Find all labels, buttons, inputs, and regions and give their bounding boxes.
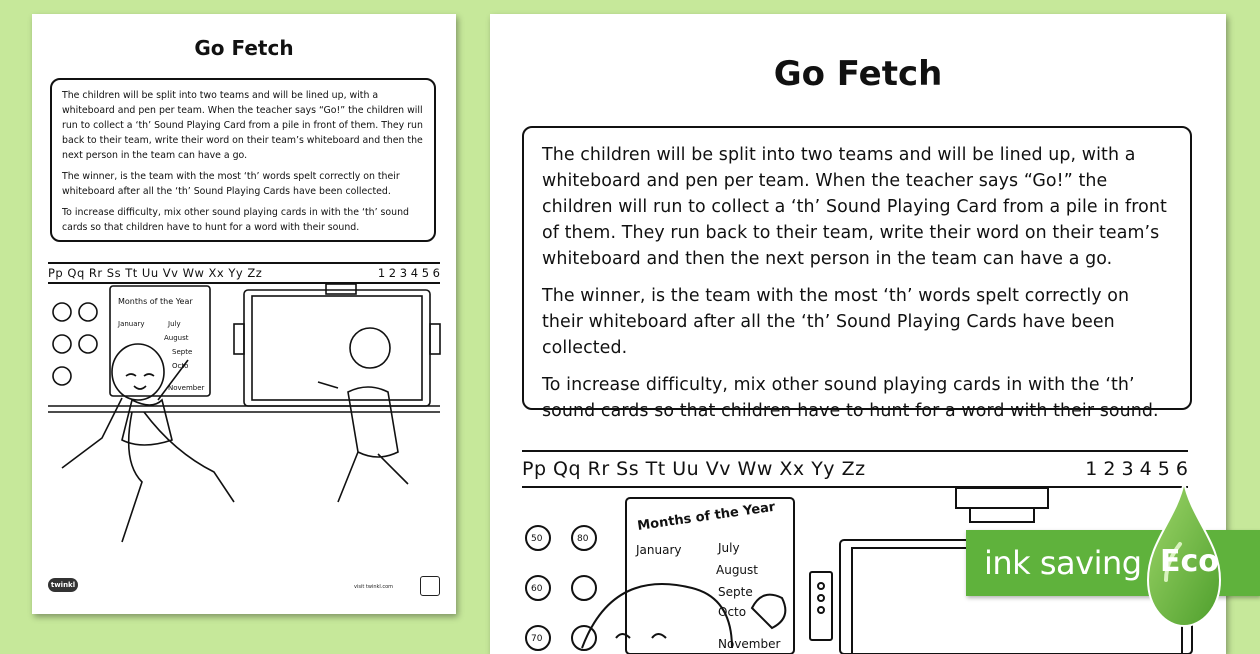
instructions-paragraph: To increase difficulty, mix other sound playing cards in with the ‘th’ sound cards so that children have to hunt for a word with their sound. [542,375,1159,421]
instructions-box [50,78,436,242]
svg-text:August: August [164,334,189,342]
instructions-paragraph: To increase difficulty, mix other sound playing cards in with the ‘th’ sound cards so that children have to hunt for a word with their sound. [62,207,410,233]
svg-text:July: July [168,320,181,328]
footer-badge-icon [420,576,440,596]
eco-label: Eco [1160,544,1219,579]
instructions-paragraph: The winner, is the team with the most ‘th’ words spelt correctly on their whiteboard after all the ‘th’ Sound Playing Cards have been collected. [62,171,400,197]
ink-saving-eco-badge [966,480,1260,630]
svg-text:50: 50 [531,534,543,544]
svg-text:January: January [636,543,682,557]
alphabet-letters: Pp Qq Rr Ss Tt Uu Vv Ww Xx Yy Zz [522,458,866,480]
instructions-paragraph: The winner, is the team with the most ‘th’ words spelt correctly on their whiteboard after all the ‘th’ Sound Playing Cards have been collected. [542,286,1130,358]
number-line: 1 2 3 4 5 6 [1085,458,1188,480]
svg-text:60: 60 [531,584,543,594]
instructions-box [522,126,1192,421]
worksheet-preview-small [32,14,456,614]
svg-text:November: November [168,384,205,392]
poster-title: Months of the Year [118,297,193,306]
instructions-paragraph: The children will be split into two teams and will be lined up, with a whiteboard and pen per team. When the teacher says “Go!” the children will run to collect a ‘th’ Sound Playing Card from a pile in front of them. They run back to their team, write their word on their team’s whiteboard and then the next person in the team can have a go. [542,145,1167,269]
svg-text:August: August [716,563,758,577]
alphabet-strip [48,262,440,284]
svg-text:Septe: Septe [172,348,193,356]
instructions-paragraph: The children will be split into two teams and will be lined up, with a whiteboard and pen per team. When the teacher says “Go!” the children will run to collect a ‘th’ Sound Playing Card from a pile in front of them. They run back to their team, write their word on their team’s whiteboard and then the next person in the team can have a go. [62,90,423,161]
poster-title: Months of the Year [636,499,777,534]
number-line: 1 2 3 4 5 6 [377,266,440,280]
classroom-illustration [48,282,440,570]
footer-url: visit twinkl.com [354,584,394,590]
svg-text:July: July [718,541,740,555]
svg-text:Octo: Octo [718,605,747,619]
ink-saving-label: ink saving [984,544,1142,582]
svg-text:Septe: Septe [718,585,753,599]
alphabet-letters: Pp Qq Rr Ss Tt Uu Vv Ww Xx Yy Zz [48,266,263,280]
svg-text:November: November [718,637,781,651]
page-title: Go Fetch [773,54,943,94]
twinkl-logo: twinkl [48,578,78,592]
svg-text:January: January [118,320,145,328]
svg-text:Octo: Octo [172,362,189,370]
svg-text:70: 70 [531,634,543,644]
page-title: Go Fetch [194,36,294,60]
svg-text:80: 80 [577,534,589,544]
